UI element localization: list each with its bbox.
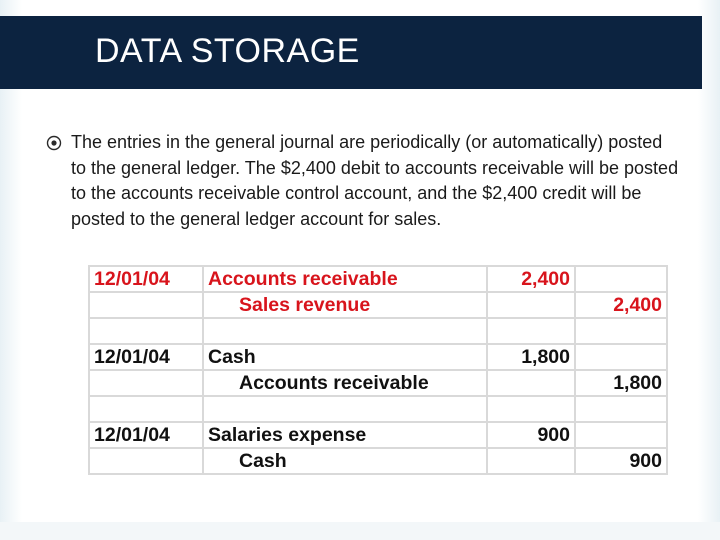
journal-row: [89, 396, 667, 422]
entry-date: 12/01/04: [89, 422, 203, 448]
debit-amount: [487, 396, 575, 422]
journal-row: [89, 422, 667, 448]
credit-amount: 1,800: [575, 370, 667, 396]
slide-title: DATA STORAGE: [95, 32, 360, 70]
entry-date: 12/01/04: [89, 266, 203, 292]
credit-amount: [575, 422, 667, 448]
account-name: Accounts receivable: [203, 370, 487, 396]
journal-table: [88, 265, 668, 475]
account-name: [203, 396, 487, 422]
account-name: Accounts receivable: [203, 266, 487, 292]
credit-amount: [575, 344, 667, 370]
footer-strip: [0, 522, 720, 540]
entry-date: [89, 396, 203, 422]
account-name: Sales revenue: [203, 292, 487, 318]
debit-amount: 1,800: [487, 344, 575, 370]
credit-amount: 900: [575, 448, 667, 474]
debit-amount: 2,400: [487, 266, 575, 292]
journal-row: [89, 370, 667, 396]
entry-date: 12/01/04: [89, 344, 203, 370]
journal-row: [89, 318, 667, 344]
credit-amount: [575, 396, 667, 422]
account-name: [203, 318, 487, 344]
bullet-text: The entries in the general journal are periodically (or automatically) posted to the general ledger. The $2,400 debit to accounts receivable will be posted to the accounts receivable control account, and the $2,400 credit will be posted to the general ledger account for sales.: [71, 132, 679, 229]
debit-amount: [487, 448, 575, 474]
journal-row: [89, 448, 667, 474]
account-name: Salaries expense: [203, 422, 487, 448]
account-name: Cash: [203, 448, 487, 474]
debit-amount: [487, 370, 575, 396]
entry-date: [89, 292, 203, 318]
journal-row: [89, 292, 667, 318]
debit-amount: [487, 318, 575, 344]
journal-row: [89, 266, 667, 292]
credit-amount: 2,400: [575, 292, 667, 318]
circle-dot-icon: [46, 135, 62, 151]
account-name: Cash: [203, 344, 487, 370]
journal-row: [89, 344, 667, 370]
entry-date: [89, 318, 203, 344]
credit-amount: [575, 318, 667, 344]
credit-amount: [575, 266, 667, 292]
debit-amount: [487, 292, 575, 318]
debit-amount: 900: [487, 422, 575, 448]
entry-date: [89, 370, 203, 396]
entry-date: [89, 448, 203, 474]
